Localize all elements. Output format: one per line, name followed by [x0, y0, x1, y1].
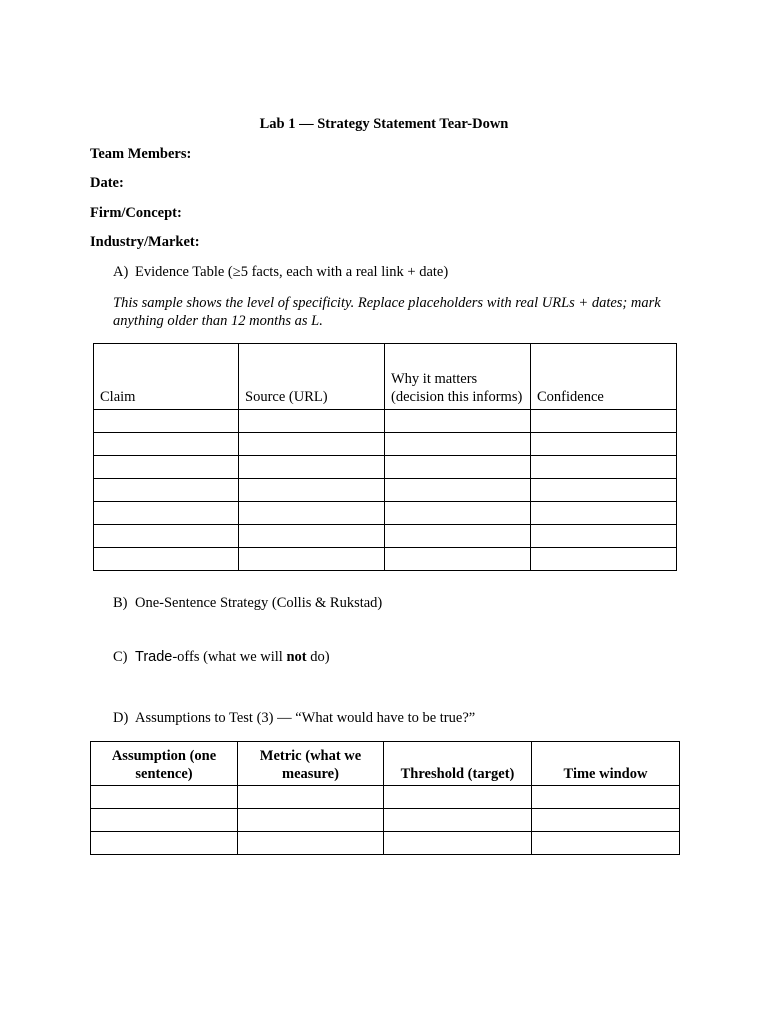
evidence-table-cell[interactable] — [385, 433, 531, 456]
evidence-table-cell[interactable] — [531, 433, 677, 456]
assumptions-table-header — [91, 742, 680, 786]
column-header-source: Source (URL) — [239, 344, 385, 410]
evidence-table-cell[interactable] — [94, 410, 239, 433]
evidence-table-row — [94, 479, 677, 502]
section-d-heading — [113, 710, 475, 727]
evidence-table — [93, 343, 677, 571]
section-c-heading — [113, 649, 330, 666]
assumptions-table-cell[interactable] — [238, 809, 384, 832]
evidence-table-cell[interactable] — [385, 456, 531, 479]
evidence-table-row — [94, 525, 677, 548]
evidence-table-cell[interactable] — [239, 502, 385, 525]
evidence-table-cell[interactable] — [531, 525, 677, 548]
section-a-note: This sample shows the level of specificity. Replace placeholders with real URLs + dates; mark anything older than 12 months as L. — [113, 295, 661, 329]
evidence-table-cell[interactable] — [239, 479, 385, 502]
evidence-table-cell[interactable] — [385, 548, 531, 571]
evidence-table-cell[interactable] — [94, 456, 239, 479]
column-header-assumption: Assumption (one sentence) — [91, 742, 238, 786]
evidence-table-cell[interactable] — [239, 433, 385, 456]
evidence-table-cell[interactable] — [94, 479, 239, 502]
evidence-table-cell[interactable] — [239, 548, 385, 571]
evidence-table-cell[interactable] — [94, 548, 239, 571]
evidence-table-cell[interactable] — [385, 502, 531, 525]
evidence-table-cell[interactable] — [239, 456, 385, 479]
evidence-table-cell[interactable] — [94, 502, 239, 525]
evidence-table-cell[interactable] — [239, 410, 385, 433]
column-header-threshold: Threshold (target) — [384, 742, 532, 786]
assumptions-table-cell[interactable] — [91, 786, 238, 809]
evidence-table-cell[interactable] — [531, 479, 677, 502]
section-b-letter: B) — [113, 595, 128, 611]
evidence-table-cell[interactable] — [94, 525, 239, 548]
section-b-heading — [113, 595, 382, 612]
evidence-table-cell[interactable] — [239, 525, 385, 548]
evidence-table-row — [94, 548, 677, 571]
date-label: Date: — [90, 175, 124, 191]
assumptions-table-cell[interactable] — [532, 786, 680, 809]
assumptions-table-row — [91, 832, 680, 855]
industry-market-label: Industry/Market: — [90, 234, 200, 250]
column-header-confidence: Confidence — [531, 344, 677, 410]
section-a-letter: A) — [113, 264, 129, 280]
section-c-letter: C) — [113, 649, 128, 665]
assumptions-table-cell[interactable] — [238, 786, 384, 809]
evidence-table-cell[interactable] — [531, 410, 677, 433]
evidence-table-row — [94, 456, 677, 479]
firm-concept-label: Firm/Concept: — [90, 205, 182, 221]
section-a-text: Evidence Table (≥5 facts, each with a real link + date) — [135, 264, 449, 280]
assumptions-table-cell[interactable] — [384, 832, 532, 855]
evidence-table-header — [94, 344, 677, 410]
assumptions-table-cell[interactable] — [532, 832, 680, 855]
evidence-table-cell[interactable] — [385, 410, 531, 433]
column-header-time-window: Time window — [532, 742, 680, 786]
assumptions-table-cell[interactable] — [91, 832, 238, 855]
evidence-table-cell[interactable] — [94, 433, 239, 456]
assumptions-table-cell[interactable] — [532, 809, 680, 832]
section-c-text-end: do) — [306, 649, 330, 665]
assumptions-table — [90, 741, 680, 855]
team-members-label: Team Members: — [90, 146, 192, 162]
assumptions-table-cell[interactable] — [238, 832, 384, 855]
evidence-table-row — [94, 502, 677, 525]
assumptions-table-cell[interactable] — [91, 809, 238, 832]
column-header-metric: Metric (what we measure) — [238, 742, 384, 786]
evidence-table-cell[interactable] — [531, 502, 677, 525]
document-title: Lab 1 — Strategy Statement Tear-Down — [259, 116, 509, 132]
section-a-heading — [113, 264, 448, 281]
section-b-text: One-Sentence Strategy (Collis & Rukstad) — [135, 595, 383, 611]
assumptions-table-cell[interactable] — [384, 786, 532, 809]
evidence-table-row — [94, 410, 677, 433]
assumptions-table-cell[interactable] — [384, 809, 532, 832]
column-header-why-it-matters: Why it matters (decision this informs) — [385, 344, 531, 410]
evidence-table-cell[interactable] — [385, 479, 531, 502]
evidence-table-cell[interactable] — [531, 456, 677, 479]
assumptions-table-row — [91, 809, 680, 832]
section-d-letter: D) — [113, 710, 129, 726]
column-header-claim: Claim — [94, 344, 239, 410]
section-c-trade-word: Trade — [135, 649, 173, 665]
section-c-bold-not: not — [286, 649, 307, 665]
section-d-text: Assumptions to Test (3) — “What would have to be true?” — [135, 710, 476, 726]
evidence-table-row — [94, 433, 677, 456]
section-c-text-mid: -offs (what we will — [172, 649, 287, 665]
evidence-table-cell[interactable] — [531, 548, 677, 571]
assumptions-table-row — [91, 786, 680, 809]
evidence-table-cell[interactable] — [385, 525, 531, 548]
